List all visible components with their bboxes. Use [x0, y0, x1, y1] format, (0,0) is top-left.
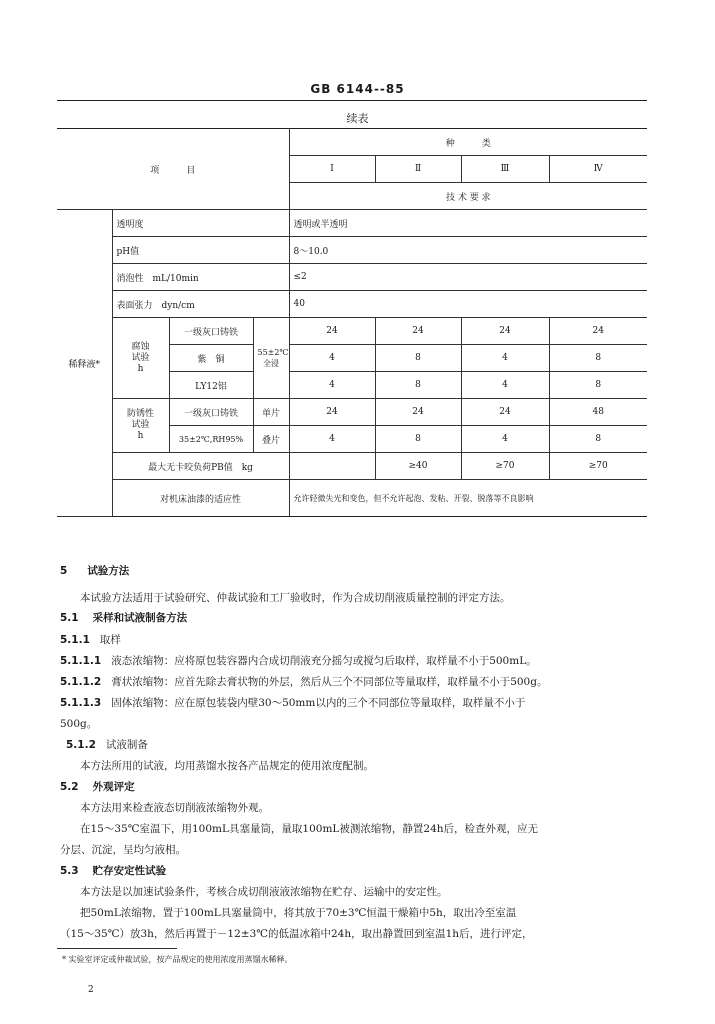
cell: 4 [461, 372, 549, 399]
rust-unit: h [137, 431, 144, 441]
corrosion-unit: h [137, 363, 144, 374]
cell: 8 [375, 372, 461, 399]
section-number: 5.1.1 [60, 634, 90, 646]
section-heading [60, 863, 166, 878]
section-title: 贮存安定性试验 [92, 865, 167, 877]
row-value: 允许轻微失光和变色，但不允许起泡、发粘、开裂、脱落等不良影响 [289, 480, 647, 517]
clause-text: 固体浓缩物：应在原包装袋内壁30～50mm以内的三个不同部位等量取样，取样量不小于 [111, 697, 526, 709]
section-heading [60, 563, 129, 578]
section-title: 采样和试液制备方法 [92, 612, 188, 624]
clause-text: 液态浓缩物：应将原包装容器内合成切削液充分摇匀或搅匀后取样，取样量不小于500mL。 [111, 655, 537, 667]
cell: 24 [375, 318, 461, 345]
section-number: 5.2 [60, 781, 79, 793]
corrosion-material: 一级灰口铸铁 [169, 318, 253, 345]
clause-text: 膏状浓缩物：应首先除去膏状物的外层，然后从三个不同部位等量取样，取样量不小于500g。 [111, 676, 548, 688]
rust-mode: 叠片 [253, 426, 289, 453]
clause [60, 674, 547, 689]
section-number: 5 [60, 565, 68, 577]
paragraph: 分层、沉淀，呈均匀液相。 [60, 844, 186, 856]
cell: 8 [549, 426, 647, 453]
cell: ≥70 [549, 453, 647, 480]
section-heading [60, 779, 135, 794]
footnote: * 实验室评定或仲裁试验，按产品规定的使用浓度用蒸馏水稀释。 [62, 955, 293, 964]
kind-2: Ⅱ [375, 156, 461, 183]
kind-3: Ⅲ [461, 156, 549, 183]
kind-4: Ⅳ [549, 156, 647, 183]
cell: 4 [289, 345, 375, 372]
cell: 4 [461, 345, 549, 372]
row-label: 对机床油漆的适应性 [112, 480, 289, 517]
paragraph: 把50mL浓缩物，置于100mL具塞量筒中，将其放于70±3℃恒温干燥箱中5h，取出冷至室温 [80, 907, 517, 919]
section-heading [66, 737, 148, 752]
row-label: 表面张力 dyn/cm [112, 291, 289, 318]
clause-number: 5.1.1.1 [60, 655, 102, 667]
row-value: 透明或半透明 [289, 210, 647, 237]
section-title: 试液制备 [105, 739, 148, 751]
cell: 24 [549, 318, 647, 345]
cell: 24 [461, 318, 549, 345]
corrosion-label: 腐蚀试验 [131, 341, 150, 363]
row-label: pH值 [112, 237, 289, 264]
row-label: 消泡性 mL/10min [112, 264, 289, 291]
corrosion-condition: 55±2℃全浸 [253, 318, 289, 399]
cell: 4 [289, 426, 375, 453]
footnote-rule [57, 948, 177, 949]
rust-material: 一级灰口铸铁 [169, 399, 253, 426]
cell: 8 [375, 345, 461, 372]
cell [289, 453, 375, 480]
cell: ≥40 [375, 453, 461, 480]
section-title: 试验方法 [87, 565, 130, 577]
kind-1: I [289, 156, 375, 183]
rust-mode: 单片 [253, 399, 289, 426]
section-heading [60, 632, 121, 647]
row-label: 透明度 [112, 210, 289, 237]
cell: 4 [461, 426, 549, 453]
standard-code: GB 6144--85 [310, 82, 405, 96]
cell: 24 [289, 318, 375, 345]
rust-label-cell [112, 399, 169, 453]
clause-number: 5.1.1.3 [60, 697, 102, 709]
kind-header: 种 类 [289, 129, 647, 156]
row-value: ≤2 [289, 264, 647, 291]
cell: 8 [549, 372, 647, 399]
clause-number: 5.1.1.2 [60, 676, 102, 688]
cell: 4 [289, 372, 375, 399]
table-caption: 续表 [346, 112, 369, 125]
section-heading [60, 610, 187, 625]
corrosion-material: 紫 铜 [169, 345, 253, 372]
header-rule [57, 100, 647, 101]
cell: 24 [461, 399, 549, 426]
paragraph [60, 926, 533, 941]
row-value: 40 [289, 291, 647, 318]
page-number: 2 [88, 985, 94, 995]
corrosion-label-cell [112, 318, 169, 399]
paragraph: 本方法所用的试液，均用蒸馏水按各产品规定的使用浓度配制。 [80, 760, 374, 772]
corrosion-material: LY12铝 [169, 372, 253, 399]
cell: 8 [549, 345, 647, 372]
section-number: 5.1 [60, 612, 79, 624]
cell: 48 [549, 399, 647, 426]
paragraph-line: （15～35℃）放3h，然后再置于－12±3℃的低温冰箱中24h，取出静置回到室温1h后，进行评定， [60, 928, 533, 940]
section-title: 取样 [99, 634, 121, 646]
group-label: 稀释液* [57, 210, 112, 517]
section-number: 5.1.2 [66, 739, 96, 751]
cell: 24 [375, 399, 461, 426]
spec-table [57, 128, 647, 517]
paragraph: 本方法是以加速试验条件，考核合成切削液液浓缩物在贮存、运输中的安定性。 [80, 886, 448, 898]
rust-condition: 35±2℃,RH95% [169, 426, 253, 453]
paragraph: 在15～35℃室温下，用100mL具塞量筒，量取100mL被测浓缩物，静置24h后，检查外观，应无 [80, 823, 539, 835]
tech-req-header: 技 术 要 求 [289, 183, 647, 210]
cell: 8 [375, 426, 461, 453]
cell: 24 [289, 399, 375, 426]
clause [60, 695, 525, 710]
row-value: 8～10.0 [289, 237, 647, 264]
rust-label: 防锈性试验 [127, 409, 155, 430]
item-header: 项 目 [57, 129, 289, 210]
cell: ≥70 [461, 453, 549, 480]
row-label: 最大无卡咬负荷PB值 kg [112, 453, 289, 480]
section-number: 5.3 [60, 865, 79, 877]
paragraph: 本试验方法适用于试验研究、仲裁试验和工厂验收时，作为合成切削液质量控制的评定方法。 [80, 592, 511, 604]
section-title: 外观评定 [92, 781, 135, 793]
clause-continuation: 500g。 [60, 718, 98, 730]
clause [60, 653, 537, 668]
paragraph: 本方法用来检查液态切削液浓缩物外观。 [80, 802, 269, 814]
